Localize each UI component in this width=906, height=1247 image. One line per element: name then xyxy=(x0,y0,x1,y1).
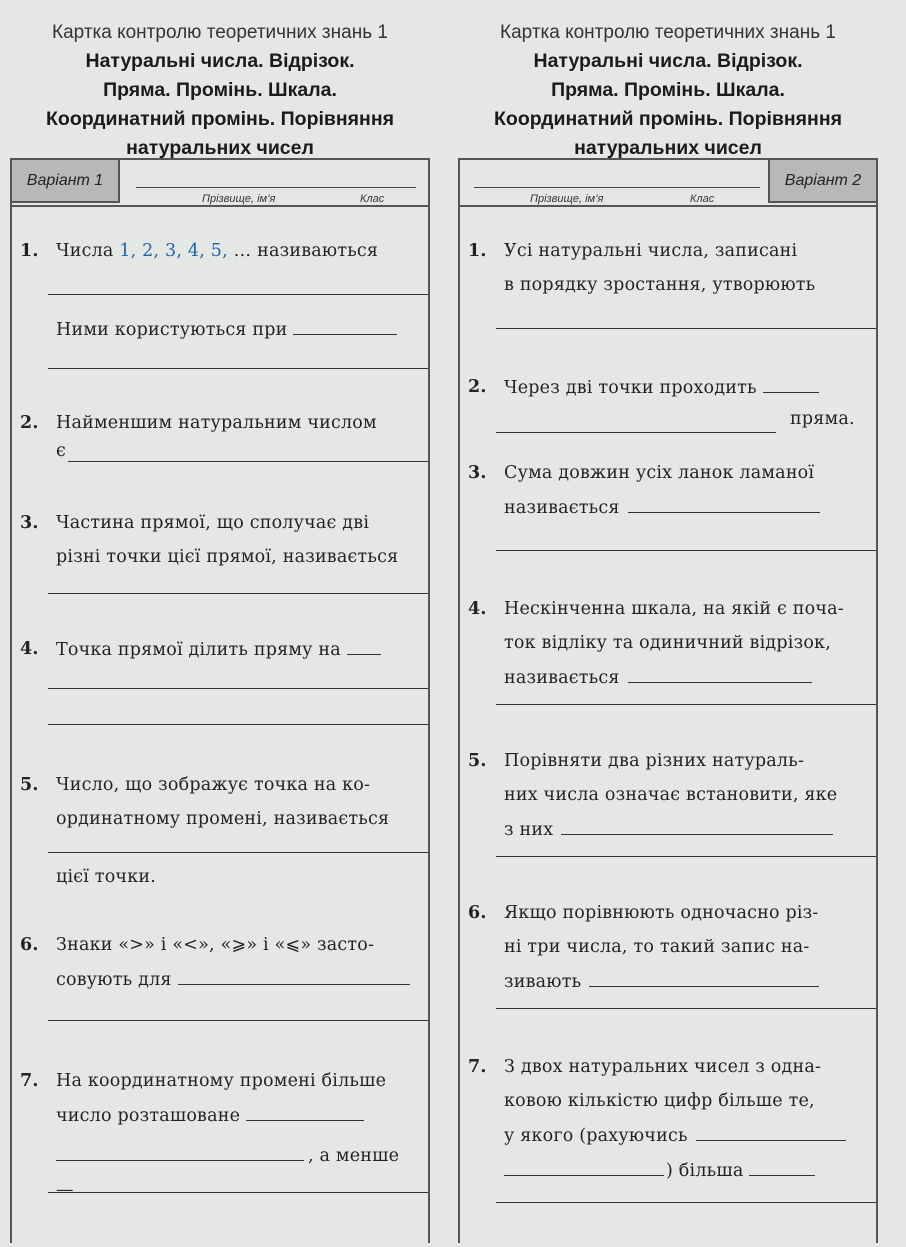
answer-blank[interactable] xyxy=(561,812,833,835)
answer-blank[interactable] xyxy=(749,1153,815,1176)
answer-line[interactable] xyxy=(496,328,876,329)
question-1 xyxy=(20,234,418,268)
question-text: них числа означає встановити, яке xyxy=(504,785,838,805)
question-4 xyxy=(20,632,418,667)
answer-blank[interactable] xyxy=(628,490,820,513)
answer-line[interactable] xyxy=(48,368,428,369)
question-text: На координатному промені більше xyxy=(56,1071,387,1091)
card-title-line: Пряма. Промінь. Шкала. xyxy=(551,79,785,101)
answer-line[interactable] xyxy=(496,550,876,551)
answer-line[interactable] xyxy=(48,593,428,594)
question-text: Через дві точки проходить xyxy=(504,378,757,398)
question-text: називається xyxy=(504,498,620,518)
card-title-line: Пряма. Промінь. Шкала. xyxy=(103,79,337,101)
question-2 xyxy=(468,370,866,405)
answer-line[interactable] xyxy=(68,461,428,462)
question-number: 4. xyxy=(468,599,487,619)
question-5 xyxy=(20,768,418,836)
question-number: 1. xyxy=(468,241,487,261)
answer-blank[interactable] xyxy=(347,632,381,655)
question-text: Усі натуральні числа, записані xyxy=(504,241,798,261)
question-text: З двох натуральних чисел з однa- xyxy=(504,1057,822,1077)
question-text: з них xyxy=(504,820,554,840)
answer-line[interactable] xyxy=(496,1202,876,1203)
answer-line[interactable] xyxy=(496,856,876,857)
question-text: ординатному промені, називається xyxy=(56,809,390,829)
question-text: Нескінченна шкала, на якій є поча- xyxy=(504,599,844,619)
question-7 xyxy=(468,1050,866,1188)
question-2 xyxy=(20,406,418,468)
answer-blank[interactable] xyxy=(246,1098,364,1121)
answer-line[interactable] xyxy=(48,1192,428,1193)
question-text: Число, що зображує точка на ко- xyxy=(56,775,371,795)
question-6 xyxy=(20,928,418,997)
question-text: називається xyxy=(504,668,620,688)
question-text: Порівняти два різних натураль- xyxy=(504,751,805,771)
question-text: різні точки цієї прямої, називається xyxy=(56,547,399,567)
question-number: 1. xyxy=(20,241,39,261)
answer-blank[interactable] xyxy=(696,1118,846,1141)
question-number: 2. xyxy=(20,413,39,433)
question-text: зивають xyxy=(504,972,582,992)
answer-line[interactable] xyxy=(48,1020,428,1021)
card-title-line: Координатний промінь. Порівняння xyxy=(46,108,394,130)
question-number: 7. xyxy=(20,1071,39,1091)
question-4 xyxy=(468,592,866,695)
question-text: цієї точки. xyxy=(56,867,156,887)
card-variant-1 xyxy=(10,18,430,1243)
question-text: Числа xyxy=(56,241,120,261)
answer-line[interactable] xyxy=(496,1008,876,1009)
card-title-line: Натуральні числа. Відрізок. xyxy=(85,50,355,72)
card-kicker: Картка контролю теоретичних знань 1 xyxy=(500,22,836,43)
answer-line[interactable] xyxy=(48,852,428,853)
question-7-cont xyxy=(20,1138,418,1207)
question-1 xyxy=(468,234,866,302)
question-text: Найменшим натуральним числом xyxy=(56,413,377,433)
card-header xyxy=(10,18,430,163)
question-number: 4. xyxy=(20,639,39,659)
question-6 xyxy=(468,896,866,999)
answer-blank[interactable] xyxy=(178,962,410,985)
question-text: ) більша xyxy=(666,1161,744,1181)
answer-line[interactable] xyxy=(48,724,428,725)
question-text: у якого (рахуючись xyxy=(504,1126,688,1146)
card-variant-2 xyxy=(458,18,878,1243)
question-text: Сума довжин усіх ланок ламаної xyxy=(504,463,815,483)
answer-blank[interactable] xyxy=(504,1153,664,1176)
answer-line[interactable] xyxy=(48,294,428,295)
answer-line[interactable] xyxy=(496,704,876,705)
name-field-line[interactable] xyxy=(474,187,760,188)
card-title-line: натуральних чисел xyxy=(126,137,314,159)
name-label: Прізвище, ім’я xyxy=(530,193,604,205)
question-5-cont xyxy=(20,860,418,894)
answer-blank[interactable] xyxy=(628,660,812,683)
card-title-line: Натуральні числа. Відрізок. xyxy=(533,50,803,72)
answer-line[interactable] xyxy=(48,688,428,689)
question-text: … називаються xyxy=(227,241,379,261)
question-5 xyxy=(468,744,866,847)
card-title-line: натуральних чисел xyxy=(574,137,762,159)
question-number: 2. xyxy=(468,377,487,397)
answer-blank[interactable] xyxy=(293,312,397,335)
question-text: ковою кількістю цифр більше те, xyxy=(504,1091,815,1111)
question-text: пряма. xyxy=(790,409,855,429)
question-text: Точка прямої ділить пряму на xyxy=(56,640,341,660)
question-text: в порядку зростання, утворюють xyxy=(504,275,816,295)
question-3 xyxy=(468,456,866,525)
question-number: 6. xyxy=(468,903,487,923)
card-title-line: Координатний промінь. Порівняння xyxy=(494,108,842,130)
answer-blank[interactable] xyxy=(56,1138,304,1161)
question-2-cont xyxy=(790,402,866,436)
question-numbers: 1, 2, 3, 4, 5, xyxy=(119,241,228,261)
question-7 xyxy=(20,1064,418,1133)
question-number: 6. xyxy=(20,935,39,955)
question-text: ні три числа, то такий запис на- xyxy=(504,937,810,957)
student-id-row xyxy=(12,160,428,207)
question-1-cont xyxy=(20,312,418,347)
variant-label: Варіант 2 xyxy=(768,158,878,203)
class-label: Клас xyxy=(360,193,385,205)
question-number: 5. xyxy=(20,775,39,795)
question-text: Частина прямої, що сполучає дві xyxy=(56,513,370,533)
card-header xyxy=(458,18,878,163)
question-text: , а менше — xyxy=(56,1146,400,1200)
card-kicker: Картка контролю теоретичних знань 1 xyxy=(52,22,388,43)
question-number: 7. xyxy=(468,1057,487,1077)
answer-blank[interactable] xyxy=(589,964,819,987)
question-text: Якщо порівнюють одночасно різ- xyxy=(504,903,819,923)
question-text: є xyxy=(56,441,67,461)
question-text: Ними користуються при xyxy=(56,320,288,340)
name-field-line[interactable] xyxy=(136,187,416,188)
name-label: Прізвище, ім’я xyxy=(202,193,276,205)
answer-blank[interactable] xyxy=(763,370,819,393)
question-text: Знаки «>» і «<», «⩾» і «⩽» засто- xyxy=(56,935,375,955)
question-text: ток відліку та одиничний відрізок, xyxy=(504,633,831,653)
question-text: число розташоване xyxy=(56,1106,241,1126)
question-text: совують для xyxy=(56,970,172,990)
answer-line[interactable] xyxy=(496,432,776,433)
class-label: Клас xyxy=(690,193,715,205)
question-number: 5. xyxy=(468,751,487,771)
student-id-row xyxy=(460,160,876,207)
card-frame xyxy=(10,158,430,1243)
card-frame xyxy=(458,158,878,1243)
question-number: 3. xyxy=(468,463,487,483)
question-number: 3. xyxy=(20,513,39,533)
question-3 xyxy=(20,506,418,574)
variant-label: Варіант 1 xyxy=(10,158,120,203)
